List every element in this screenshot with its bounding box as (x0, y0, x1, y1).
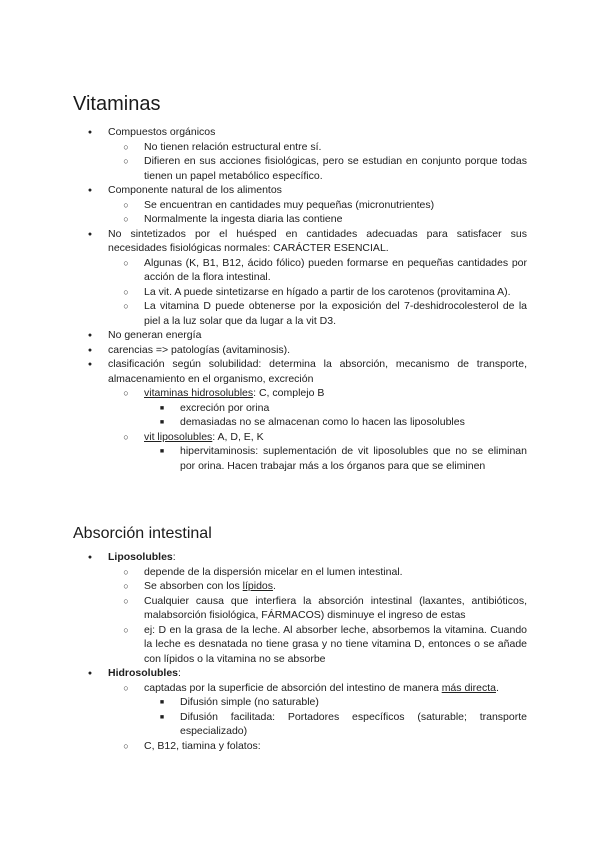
bullet-square-icon (144, 710, 180, 726)
list-item (108, 328, 527, 343)
bullet-disc-icon (72, 328, 108, 344)
item-text: Difusión simple (no saturable) (180, 696, 319, 708)
bullet-circle-icon (108, 299, 144, 315)
list-item (108, 299, 527, 328)
list-item (108, 550, 527, 565)
bullet-circle-icon (108, 285, 144, 301)
vitaminas-section (108, 125, 527, 473)
item-text: clasificación según solubilidad: determina la absorción, mecanismo de transporte, almacenamiento en el organismo, excreción (108, 358, 527, 385)
item-text: ej: D en la grasa de la leche. Al absorber leche, absorbemos la vitamina. Cuando la leche es desnatada no tiene grasa y no tiene vitamina D, entonces o se añade con lípidos o la vitamina no se absorbe (144, 623, 527, 665)
list-item (108, 386, 527, 401)
list-item (108, 343, 527, 358)
item-text: depende de la dispersión micelar en el lumen intestinal. (144, 565, 403, 578)
bullet-circle-icon (108, 256, 144, 272)
bullet-square-icon (144, 444, 180, 460)
list-item (108, 256, 527, 285)
bullet-disc-icon (72, 357, 108, 373)
item-text: Se absorben con los (144, 580, 243, 592)
list-item (108, 695, 527, 710)
list-item (108, 140, 527, 155)
item-text: La vitamina D puede obtenerse por la exposición del 7-deshidrocolesterol de la piel a la luz solar que da lugar a la vit D3. (144, 300, 527, 327)
bullet-disc-icon (72, 550, 108, 566)
bullet-disc-icon (72, 227, 108, 243)
absorcion-section (108, 550, 527, 753)
item-text: Se encuentran en cantidades muy pequeñas (micronutrientes) (144, 198, 435, 211)
bullet-square-icon (144, 695, 180, 711)
bullet-circle-icon (108, 212, 144, 228)
bullet-circle-icon (108, 681, 144, 697)
item-text: Compuestos orgánicos (108, 126, 216, 138)
item-text-bold: Liposolubles (108, 551, 173, 563)
item-text: Componente natural de los alimentos (108, 184, 282, 196)
list-item (108, 401, 527, 416)
item-text: : (172, 551, 176, 563)
item-text: : A, D, E, K (212, 430, 264, 443)
list-item (108, 154, 527, 183)
vitaminas-list (108, 125, 527, 473)
item-text: demasiadas no se almacenan como lo hacen las liposolubles (180, 416, 465, 428)
list-item (108, 430, 527, 445)
item-text: carencias => patologías (avitaminosis). (108, 343, 291, 356)
bullet-square-icon (144, 415, 180, 431)
item-text: . (495, 681, 499, 694)
list-item (108, 681, 527, 696)
bullet-circle-icon (108, 739, 144, 755)
list-item (108, 227, 527, 256)
bullet-circle-icon (108, 386, 144, 402)
item-text-bold: Hidrosolubles (108, 667, 179, 679)
item-text: hipervitaminosis: suplementación de vit liposolubles que no se eliminan por orina. Hacen trabajar más a los órganos para que se eliminen (180, 445, 527, 472)
list-item (108, 739, 527, 754)
item-text: No generan energía (108, 329, 202, 341)
item-text: captadas por la superficie de absorción del intestino de manera (144, 681, 442, 694)
list-item (108, 666, 527, 681)
bullet-square-icon (144, 401, 180, 417)
list-item (108, 594, 527, 623)
list-item (108, 357, 527, 386)
item-text: No sintetizados por el huésped en cantidades adecuadas para satisfacer sus necesidades fisiológicas normales: CARÁCTER ESENCIAL. (108, 227, 527, 254)
item-text: excreción por orina (180, 401, 270, 414)
item-text: : (178, 667, 181, 679)
bullet-disc-icon (72, 183, 108, 199)
item-text: . (273, 580, 276, 592)
item-text: C, B12, tiamina y folatos: (144, 739, 261, 752)
list-item (108, 710, 527, 739)
bullet-circle-icon (108, 430, 144, 446)
item-text: Difusión facilitada: Portadores específicos (saturable; transporte especializado) (180, 710, 527, 737)
item-text-underlined: vit liposolubles (144, 430, 213, 443)
section-heading: Absorción intestinal (73, 525, 212, 542)
item-text: Algunas (K, B1, B12, ácido fólico) pueden formarse en pequeñas cantidades por acción de la flora intestinal. (144, 256, 527, 283)
bullet-circle-icon (108, 623, 144, 639)
list-item (108, 125, 527, 140)
list-item (108, 415, 527, 430)
list-item (108, 183, 527, 198)
list-item (108, 623, 527, 667)
list-item (108, 579, 527, 594)
item-text: No tienen relación estructural entre sí. (144, 140, 322, 153)
list-item (108, 565, 527, 580)
bullet-circle-icon (108, 594, 144, 610)
bullet-circle-icon (108, 565, 144, 581)
item-text: Difieren en sus acciones fisiológicas, pero se estudian en conjunto porque todas tienen un papel metabólico específico. (144, 155, 527, 182)
page-title: Vitaminas (73, 93, 161, 115)
item-text-underlined: vitaminas hidrosolubles (144, 387, 254, 399)
list-item (108, 212, 527, 227)
item-text: : C, complejo B (253, 387, 325, 399)
item-text: Cualquier causa que interfiera la absorción intestinal (laxantes, antibióticos, malabsorción fisiológica, FÁRMACOS) disminuye el ingreso de estas (144, 594, 527, 621)
bullet-circle-icon (108, 198, 144, 214)
item-text: La vit. A puede sintetizarse en hígado a partir de los carotenos (provitamina A). (144, 285, 511, 298)
bullet-circle-icon (108, 154, 144, 170)
list-item (108, 285, 527, 300)
list-item (108, 444, 527, 473)
item-text-underlined: lípidos (242, 580, 274, 592)
bullet-disc-icon (72, 343, 108, 359)
absorcion-list (108, 550, 527, 753)
item-text-underlined: más directa (441, 681, 496, 694)
bullet-circle-icon (108, 579, 144, 595)
bullet-circle-icon (108, 140, 144, 156)
item-text: Normalmente la ingesta diaria las contiene (144, 213, 343, 225)
bullet-disc-icon (72, 125, 108, 141)
bullet-disc-icon (72, 666, 108, 682)
list-item (108, 198, 527, 213)
